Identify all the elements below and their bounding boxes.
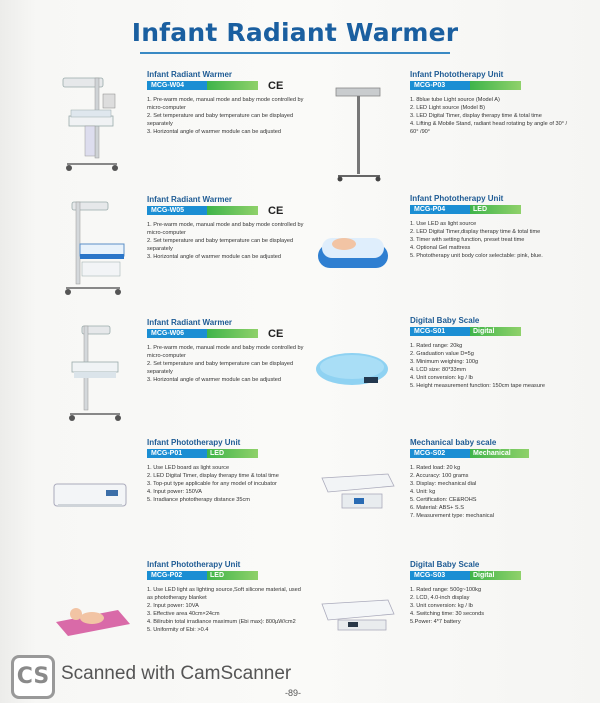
feature-item: 1. Pre-warm mode, manual mode and baby mode controlled by micro-computer — [147, 97, 304, 111]
product-code-row — [147, 329, 307, 338]
feature-item: 3. Top-put type applicable for any model of incubator — [147, 481, 277, 487]
feature-item: 5. Phototherapy unit body color selectable: pink, blue. — [410, 253, 543, 259]
product-code-row — [410, 571, 570, 580]
product-code-ext: LED — [470, 205, 521, 214]
product-code: MCG-W05 — [147, 206, 207, 215]
product-name: Digital Baby Scale — [410, 316, 480, 325]
product-code-ext: LED — [207, 449, 258, 458]
feature-item: 5. Uniformity of Ebi: >0.4 — [147, 627, 209, 633]
product-card — [410, 70, 570, 136]
feature-item: 1. Pre-warm mode, manual mode and baby mode controlled by micro-computer — [147, 222, 304, 236]
feature-item: 2. Accuracy: 100 grams — [410, 473, 469, 479]
feature-item: 1. Pre-warm mode, manual mode and baby mode controlled by micro-computer — [147, 345, 304, 359]
phototherapy-p02-image — [52, 592, 134, 642]
feature-item: 3. Horizontal angle of warmer module can be adjusted — [147, 129, 282, 135]
product-name: Mechanical baby scale — [410, 438, 497, 447]
radiant-warmer-w05-image — [58, 196, 133, 304]
product-code: MCG-P01 — [147, 449, 207, 458]
product-card — [410, 316, 570, 390]
product-code-ext: Mechanical — [470, 449, 529, 458]
feature-item: 1. Rated range: 500g~100kg — [410, 587, 482, 593]
product-card — [410, 438, 570, 520]
mechanical-scale-s02-image — [318, 468, 400, 518]
feature-item: 2. Input power: 10VA — [147, 603, 199, 609]
feature-list — [410, 96, 570, 136]
product-code: MCG-P04 — [410, 205, 470, 214]
product-code-ext — [470, 81, 521, 90]
feature-list — [147, 96, 307, 136]
feature-item: 4. Unit: kg — [410, 489, 436, 495]
feature-item: 4. Switching time: 30 seconds — [410, 611, 484, 617]
feature-item: 3. Minimum weighing: 100g — [410, 359, 479, 365]
feature-item: 2. LED Digital Timer,display therapy time & total time — [410, 229, 541, 235]
feature-item: 5. Height measurement function: 150cm tape measure — [410, 383, 545, 389]
product-name: Infant Phototherapy Unit — [410, 194, 504, 203]
feature-item: 5. Certification: CE&ROHS — [410, 497, 477, 503]
product-card — [410, 194, 570, 260]
feature-item: 2. LCD, 4.0-inch display — [410, 595, 470, 601]
feature-list — [410, 342, 570, 390]
feature-item: 5.Power: 4*7 battery — [410, 619, 461, 625]
feature-item: 4. Optional Gel mattress — [410, 245, 471, 251]
product-code-row — [147, 206, 307, 215]
feature-item: 2. Set temperature and baby temperature can be displayed separately — [147, 238, 294, 252]
product-code: MCG-S03 — [410, 571, 470, 580]
feature-item: 1. Use LED board as light source — [147, 465, 230, 471]
product-code: MCG-W06 — [147, 329, 207, 338]
product-code-row — [410, 81, 570, 90]
product-name: Infant Phototherapy Unit — [147, 438, 241, 447]
digital-scale-s01-image — [314, 349, 394, 394]
product-name: Infant Radiant Warmer — [147, 70, 233, 79]
feature-item: 3. Horizontal angle of warmer module can be adjusted — [147, 254, 282, 260]
product-code-ext: Digital — [470, 571, 521, 580]
feature-item: 3. Effective area 40cm×24cm — [147, 611, 220, 617]
feature-list — [147, 221, 307, 261]
page-title: Infant Radiant Warmer — [131, 18, 459, 47]
feature-item: 1. Use LED as light source — [410, 221, 477, 227]
feature-item: 2. Set temperature and baby temperature can be displayed separately — [147, 113, 294, 127]
feature-item: 4. Bilirubin total irradiance maximum (Ebi max): 800µW/cm2 — [147, 619, 296, 625]
scanner-watermark: Scanned with CamScanner — [61, 663, 292, 684]
product-card — [147, 195, 307, 261]
feature-item: 4. LCD size: 80*33mm — [410, 367, 466, 373]
product-code-ext — [207, 81, 258, 90]
feature-list — [147, 344, 307, 384]
product-code-row — [410, 327, 570, 336]
feature-item: 1. Use LED light as lighting source,Soft silicone material, used as phototherapy blanket — [147, 587, 301, 601]
product-name: Infant Radiant Warmer — [147, 318, 233, 327]
radiant-warmer-w06-image — [60, 322, 132, 427]
camscanner-logo: CS — [11, 655, 55, 699]
feature-item: 3. Horizontal angle of warmer module can be adjusted — [147, 377, 282, 383]
feature-item: 5. Irradiance phototherapy distance 35cm — [147, 497, 250, 503]
feature-list — [410, 586, 570, 626]
feature-item: 4. Input power: 150VA — [147, 489, 202, 495]
product-code-ext: LED — [207, 571, 258, 580]
feature-item: 1. Rated load: 20 kg — [410, 465, 461, 471]
product-card — [147, 560, 307, 634]
product-code-ext — [207, 206, 258, 215]
product-card — [147, 70, 307, 136]
ce-mark: CE — [268, 204, 284, 217]
feature-item: 2. Graduation value D=5g — [410, 351, 474, 357]
feature-list — [147, 464, 307, 504]
product-code: MCG-S02 — [410, 449, 470, 458]
page-number: -89- — [285, 688, 302, 698]
title-underline — [140, 52, 450, 54]
feature-item: 3. Unit conversion: kg / lb — [410, 603, 473, 609]
feature-list — [410, 464, 570, 520]
product-card — [147, 438, 307, 504]
product-code: MCG-P03 — [410, 81, 470, 90]
ce-mark: CE — [268, 79, 284, 92]
digital-scale-s03-image — [318, 592, 400, 642]
product-code-row — [147, 571, 307, 580]
phototherapy-p04-image — [314, 222, 392, 277]
radiant-warmer-w04-image — [55, 72, 135, 182]
product-name: Digital Baby Scale — [410, 560, 480, 569]
product-code-ext — [207, 329, 258, 338]
product-name: Infant Radiant Warmer — [147, 195, 233, 204]
feature-item: 6. Material: ABS+ S.S — [410, 505, 464, 511]
feature-list — [147, 586, 307, 634]
feature-item: 3. LED Digital Timer, display therapy time & total time — [410, 113, 542, 119]
feature-item: 3. Display: mechanical dial — [410, 481, 477, 487]
product-card — [147, 318, 307, 384]
product-code: MCG-S01 — [410, 327, 470, 336]
product-code-row — [410, 449, 570, 458]
product-code: MCG-P02 — [147, 571, 207, 580]
product-name: Infant Phototherapy Unit — [410, 70, 504, 79]
product-code-ext: Digital — [470, 327, 521, 336]
feature-item: 4. Lifting & Mobile Stand, radiant head rotating by angle of 30° / 60° /90° — [410, 121, 568, 135]
phototherapy-p01-image — [50, 476, 132, 514]
feature-item: 2. LED Light source (Model B) — [410, 105, 485, 111]
feature-list — [410, 220, 570, 260]
product-code-row — [410, 205, 570, 214]
product-code-row — [147, 81, 307, 90]
feature-item: 7. Measurement type: mechanical — [410, 513, 494, 519]
product-code: MCG-W04 — [147, 81, 207, 90]
feature-item: 1. Rated range: 20kg — [410, 343, 463, 349]
product-name: Infant Phototherapy Unit — [147, 560, 241, 569]
feature-item: 2. LED Digital Timer, display therapy time & total time — [147, 473, 279, 479]
feature-item: 1. 8blue tube Light source (Model A) — [410, 97, 500, 103]
feature-item: 4. Unit conversion: kg / lb — [410, 375, 473, 381]
feature-item: 2. Set temperature and baby temperature can be displayed separately — [147, 361, 294, 375]
product-card — [410, 560, 570, 626]
feature-item: 3. Timer with setting function, preset treat time — [410, 237, 525, 243]
product-code-row — [147, 449, 307, 458]
ce-mark: CE — [268, 327, 284, 340]
phototherapy-p03-image — [330, 84, 390, 184]
